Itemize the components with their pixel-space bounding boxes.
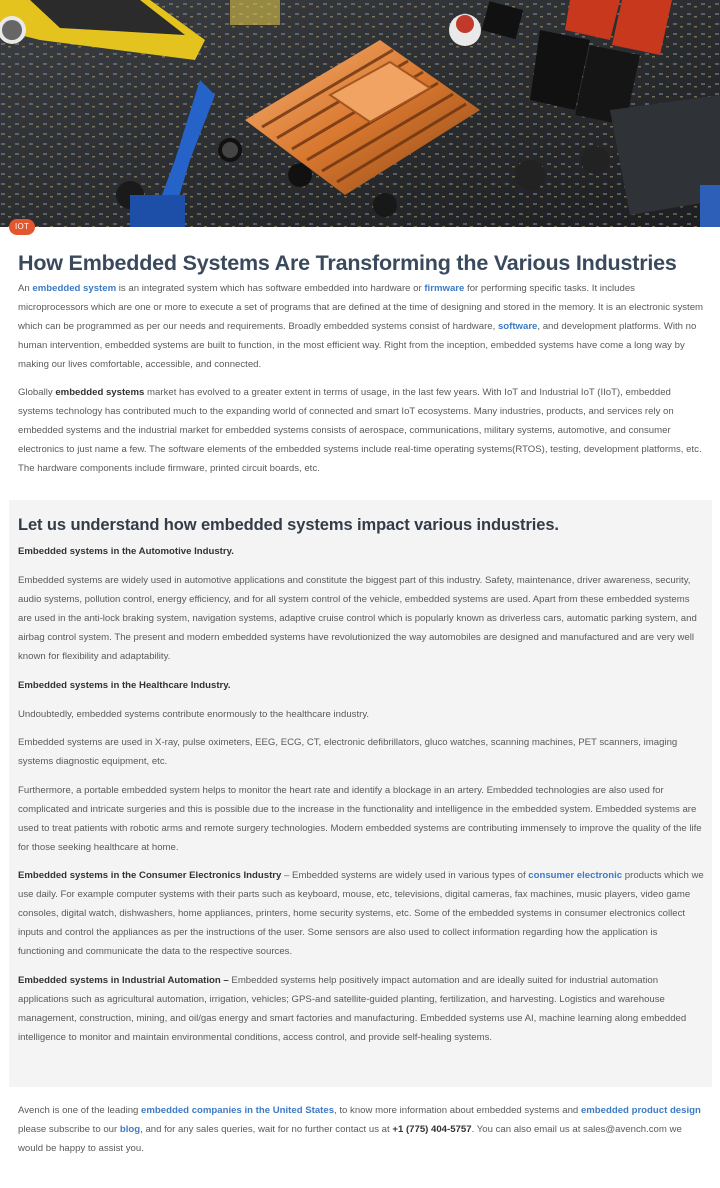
embedded-system-link[interactable]: embedded system: [32, 283, 117, 294]
consumer-paragraph: Embedded systems in the Consumer Electronics Industry – Embedded systems are widely used in various types of consumer electronic products which we use daily. For example computer systems with their parts such as keyboard, mouse, etc, televisions, digital cameras, fax machines, music players, video game consoles, digital watch, dishwashers, home appliances, printers, home security systems, etc. Some of the embedded systems in consumer electronics collect inputs and control the appliances as per the instructions of the user. Some sensors are also used to collect information regarding how the application is functioning and communicate the data to the respective sources.: [18, 870, 704, 957]
article-title: How Embedded Systems Are Transforming the Various Industries: [18, 251, 677, 275]
blog-link[interactable]: blog: [119, 1124, 141, 1135]
automotive-paragraph: Embedded systems are widely used in automotive applications and constitute the biggest part of this industry. Safety, maintenance, driver awareness, security, audio systems, pollution control, energy efficiency, and for all system control of the vehicle, embedded systems are used. Apart from these embedded systems are used in the anti-lock braking system, navigation systems, adaptive cruise control which is popularly known as driverless cars, automatic parking system, and airbag control system. The present and modern embedded systems have revolutionized the way automobiles are designed and manufactured and are very well known for flexibility and adaptability.: [18, 575, 697, 662]
healthcare-paragraph-1: Undoubtedly, embedded systems contribute enormously to the healthcare industry.: [18, 709, 370, 720]
market-paragraph: Globally embedded systems market has evolved to a greater extent in terms of usage, in the last few years. With IoT and Industrial IoT (IIoT), embedded systems technology has contributed much to the expanding world of connected and smart IoT ecosystems. Many industries, products, and services rely on embedded systems and the industrial market for embedded systems consists of aerospace, communications, military systems, automotive, and consumer electronics to just name a few. The software elements of the embedded systems include real-time operating systems(RTOS), testing, development platforms, etc. The hardware components include firmware, printed circuit boards, etc.: [18, 387, 702, 474]
consumer-electronic-link[interactable]: consumer electronic: [528, 870, 623, 881]
category-tag[interactable]: IOT: [9, 219, 35, 235]
section-heading: Let us understand how embedded systems impact various industries.: [18, 516, 559, 534]
closing-paragraph: Avench is one of the leading embedded companies in the United States, to know more information about embedded systems and embedded product design please subscribe to our blog, and for any sales queries, wait for no further contact us at +1 (775) 404-5757. You can also email us at sales@avench.com we would be happy to assist you.: [18, 1105, 701, 1154]
healthcare-paragraph-2: Embedded systems are used in X-ray, pulse oximeters, EEG, ECG, CT, electronic defibrillators, gluco watches, scanning machines, PET scanners, imaging systems diagnostic equipment, etc.: [18, 737, 678, 767]
embedded-product-design-link[interactable]: embedded product design: [580, 1105, 701, 1116]
motherboard-photo-icon: [0, 0, 720, 227]
industrial-heading: Embedded systems in Industrial Automation –: [18, 975, 229, 986]
embedded-companies-link[interactable]: embedded companies in the United States: [141, 1105, 335, 1116]
phone-number: +1 (775) 404-5757: [392, 1124, 472, 1135]
consumer-heading: Embedded systems in the Consumer Electronics Industry: [18, 870, 282, 881]
healthcare-heading: Embedded systems in the Healthcare Industry.: [18, 680, 231, 691]
hero-image: [0, 0, 720, 227]
software-link[interactable]: software: [497, 321, 538, 332]
firmware-link[interactable]: firmware: [424, 283, 465, 294]
intro-paragraph: An embedded system is an integrated system which has software embedded into hardware or firmware for performing specific tasks. It includes microprocessors which are one or more to execute a set of programs that are defined at the time of designing and stored in the memory. It is an electronic system which can be programmed as per our needs and requirements. Broadly embedded systems consist of hardware, software, and development platforms. With no human intervention, embedded systems are built to function, in the most efficient way. Right from the inception, embedded systems have come a long way by making our lives comfortable, accessible, and connected.: [18, 283, 704, 370]
industrial-paragraph: Embedded systems in Industrial Automation – Embedded systems help positively impact automation and are ideally suited for industrial automation applications such as agricultural automation, irrigation, vehicles; GPS-and satellite-guided planting, fertilization, and harvesting. Logistics and warehouse management, construction, mining, and oil/gas energy and smart factories and manufacturing. Embedded systems use AI, machine learning along embedded intelligence to monitor and maintain environmental conditions, access control, and provide self-healing systems.: [18, 975, 687, 1043]
automotive-heading: Embedded systems in the Automotive Industry.: [18, 546, 234, 557]
healthcare-paragraph-3: Furthermore, a portable embedded system helps to monitor the heart rate and identify a blockage in an artery. Embedded technologies are also used for complicated and intricate surgeries and this is possible due to the increase in the functionality and intelligence in the embedded system. Embedded systems are used to treat patients with robotic arms and remote surgery technologies. Modern embedded systems are contributing immensely to improve the quality of the life for those seeking healthcare at home.: [18, 785, 702, 853]
